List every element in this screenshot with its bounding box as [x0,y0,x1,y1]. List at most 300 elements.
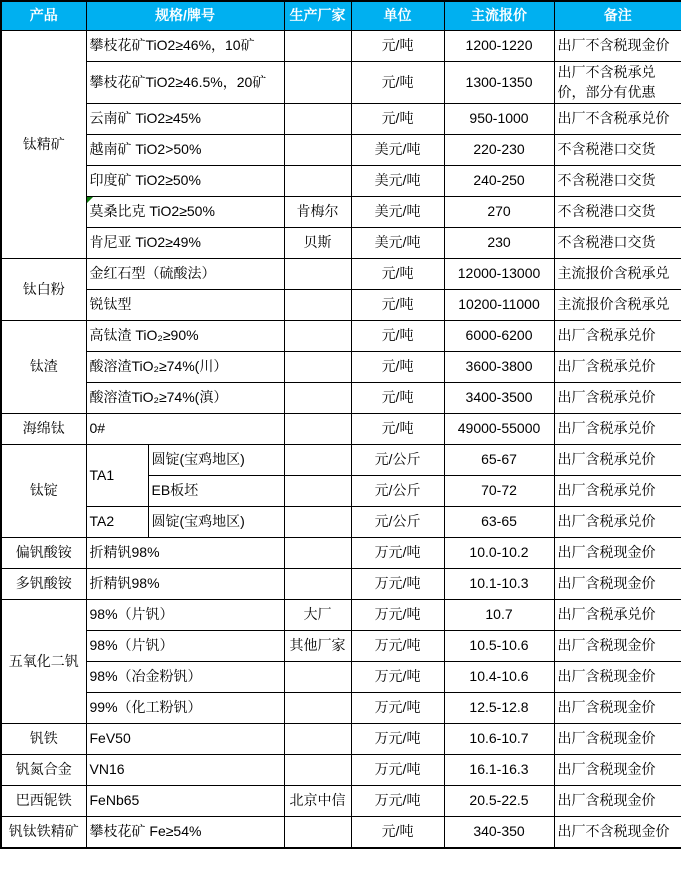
cell-spec-b [148,476,284,507]
cell-text: 海绵钛 [22,420,65,437]
comment-marker-icon [87,197,93,203]
cell-price [444,352,554,383]
cell-text: 出厂含税现金价 [557,668,656,685]
cell-note [554,197,681,228]
cell-text: 3400-3500 [465,389,533,406]
cell-mfr [284,693,351,724]
cell-mfr [284,817,351,849]
cell-text: 贝斯 [303,234,332,251]
cell-text: 莫桑比克 TiO2≥50% [89,203,215,220]
cell-text: 出厂含税承兑价 [557,482,656,499]
cell-text: 不含税港口交货 [557,203,656,220]
cell-unit [351,197,444,228]
cell-spec [86,755,284,786]
cell-text: 美元/吨 [374,172,421,189]
cell-text: 98%（冶金粉钒） [89,668,202,685]
cell-note [554,414,681,445]
cell-spec-a [86,445,148,507]
cell-note [554,166,681,197]
cell-text: FeV50 [89,730,131,747]
cell-text: 折精钒98% [89,544,160,561]
cell-unit [351,724,444,755]
cell-text: 49000-55000 [457,420,541,437]
cell-text: 出厂不含税承兑价 [557,110,670,127]
cell-text: 钛渣 [29,358,58,375]
table-row [1,724,681,755]
cell-text: 钒钛铁精矿 [8,823,79,840]
cell-spec [86,817,284,849]
cell-mfr [284,476,351,507]
cell-text: 圆锭(宝鸡地区) [151,513,245,530]
cell-spec [86,135,284,166]
cell-text: 16.1-16.3 [469,761,529,778]
cell-note [554,290,681,321]
cell-price [444,383,554,414]
cell-note [554,476,681,507]
cell-note [554,755,681,786]
table-row [1,662,681,693]
cell-text: 万元/吨 [374,637,421,654]
cell-mfr [284,569,351,600]
cell-product [1,321,86,414]
cell-price [444,259,554,290]
cell-mfr [284,290,351,321]
cell-text: 偏钒酸铵 [15,544,72,561]
cell-text: 美元/吨 [374,203,421,220]
cell-price [444,414,554,445]
cell-text: 折精钒98% [89,575,160,592]
table-row [1,290,681,321]
cell-mfr [284,259,351,290]
cell-text: 10.6-10.7 [469,730,529,747]
cell-unit [351,135,444,166]
cell-spec [86,724,284,755]
cell-note [554,228,681,259]
cell-spec [86,414,284,445]
cell-spec [86,321,284,352]
cell-price [444,166,554,197]
cell-spec [86,662,284,693]
cell-unit [351,228,444,259]
cell-mfr [284,724,351,755]
cell-text: 10.7 [485,606,513,623]
cell-text: 出厂不含税承兑价，部分有优惠 [557,64,656,100]
table-row [1,383,681,414]
cell-text: 950-1000 [469,110,529,127]
cell-unit [351,104,444,135]
cell-mfr [284,507,351,538]
cell-note [554,259,681,290]
cell-text: 北京中信 [289,792,346,809]
cell-price [444,228,554,259]
cell-text: 元/吨 [381,823,414,840]
cell-text: 63-65 [481,513,517,530]
cell-text: 出厂含税承兑价 [557,420,656,437]
cell-price [444,445,554,476]
cell-mfr [284,197,351,228]
cell-text: 五氧化二钒 [8,652,79,669]
cell-text: 元/吨 [381,265,414,282]
table-row [1,786,681,817]
cell-product [1,786,86,817]
cell-unit [351,631,444,662]
cell-text: 10200-11000 [458,296,540,313]
cell-text: 70-72 [481,482,517,499]
cell-unit [351,445,444,476]
cell-spec [86,569,284,600]
table-row [1,600,681,631]
cell-spec [86,62,284,104]
cell-text: 出厂含税现金价 [557,761,656,778]
cell-mfr [284,104,351,135]
table-row [1,197,681,228]
cell-text: 元/吨 [381,358,414,375]
table-row [1,538,681,569]
cell-text: 攀枝花矿TiO2≥46.5%，20矿 [89,73,267,90]
cell-text: 0# [89,420,106,437]
cell-text: 钛精矿 [22,135,65,152]
cell-spec-a [86,507,148,538]
cell-text: 10.5-10.6 [469,637,529,654]
cell-note [554,724,681,755]
cell-text: 美元/吨 [374,234,421,251]
cell-text: 元/吨 [381,37,414,54]
cell-text: 肯梅尔 [296,203,339,220]
cell-spec-b [148,445,284,476]
cell-text: 不含税港口交货 [557,172,656,189]
cell-text: 1300-1350 [465,73,533,90]
cell-text: 230 [487,234,511,251]
cell-mfr [284,31,351,62]
cell-price [444,135,554,166]
cell-text: 酸溶渣TiO₂≥74%(滇） [89,389,228,406]
cell-text: VN16 [89,761,125,778]
cell-text: 酸溶渣TiO₂≥74%(川） [89,358,228,375]
cell-unit [351,817,444,849]
cell-price [444,693,554,724]
cell-text: 出厂含税现金价 [557,637,656,654]
cell-price [444,755,554,786]
cell-spec [86,631,284,662]
cell-unit [351,693,444,724]
cell-text: 钛白粉 [22,280,65,297]
cell-unit [351,786,444,817]
cell-product [1,569,86,600]
cell-text: 元/吨 [381,389,414,406]
cell-mfr [284,62,351,104]
cell-text: 98%（片钒） [89,637,174,654]
cell-spec-b [148,507,284,538]
cell-price [444,104,554,135]
cell-note [554,631,681,662]
cell-text: 12000-13000 [457,265,541,282]
cell-text: 20.5-22.5 [469,792,529,809]
table-row [1,631,681,662]
cell-text: 不含税港口交货 [557,141,656,158]
cell-spec [86,197,284,228]
column-header-note: 备注 [554,1,681,31]
cell-text: 220-230 [473,141,525,158]
cell-spec [86,786,284,817]
cell-product [1,755,86,786]
column-header-product: 产品 [1,1,86,31]
cell-text: 出厂不含税现金价 [557,37,670,54]
cell-unit [351,166,444,197]
cell-note [554,662,681,693]
column-header-price: 主流报价 [444,1,554,31]
cell-text: 出厂不含税现金价 [557,823,670,840]
table-row [1,569,681,600]
cell-mfr [284,166,351,197]
cell-text: 万元/吨 [374,761,421,778]
cell-text: 万元/吨 [374,668,421,685]
cell-unit [351,31,444,62]
cell-unit [351,662,444,693]
cell-note [554,786,681,817]
table-row [1,507,681,538]
table-row [1,62,681,104]
cell-note [554,817,681,849]
table-row [1,693,681,724]
cell-text: 元/吨 [381,110,414,127]
cell-note [554,600,681,631]
table-row [1,31,681,62]
cell-text: 270 [487,203,511,220]
cell-text: 出厂含税现金价 [557,730,656,747]
table-row [1,259,681,290]
cell-text: 出厂含税承兑价 [557,451,656,468]
cell-text: 万元/吨 [374,792,421,809]
cell-text: 出厂含税承兑价 [557,389,656,406]
cell-text: 大厂 [303,606,332,623]
cell-note [554,135,681,166]
cell-text: 钛锭 [29,482,58,499]
cell-note [554,507,681,538]
cell-note [554,31,681,62]
cell-text: 3600-3800 [465,358,533,375]
cell-text: 出厂含税承兑价 [557,513,656,530]
cell-text: 高钛渣 TiO₂≥90% [89,327,199,344]
cell-price [444,662,554,693]
cell-text: TA1 [89,466,115,483]
table-row [1,135,681,166]
cell-text: 元/吨 [381,420,414,437]
cell-text: 元/公斤 [374,482,421,499]
cell-spec [86,290,284,321]
cell-mfr [284,662,351,693]
cell-text: 出厂含税承兑价 [557,358,656,375]
cell-spec [86,383,284,414]
table-row [1,104,681,135]
table-row [1,228,681,259]
cell-price [444,476,554,507]
cell-unit [351,600,444,631]
cell-mfr [284,445,351,476]
cell-text: 340-350 [473,823,525,840]
cell-spec [86,228,284,259]
cell-text: 10.4-10.6 [469,668,529,685]
cell-text: 钒氮合金 [15,761,72,778]
cell-spec [86,600,284,631]
cell-text: 10.0-10.2 [469,544,529,561]
table-row [1,321,681,352]
cell-price [444,786,554,817]
cell-price [444,197,554,228]
cell-spec [86,693,284,724]
cell-product [1,259,86,321]
cell-unit [351,755,444,786]
cell-text: 其他厂家 [289,637,346,654]
cell-text: FeNb65 [89,792,140,809]
cell-product [1,724,86,755]
column-header-unit: 单位 [351,1,444,31]
cell-text: 出厂含税现金价 [557,699,656,716]
cell-price [444,724,554,755]
cell-text: 元/吨 [381,73,414,90]
cell-text: 6000-6200 [465,327,533,344]
cell-unit [351,352,444,383]
cell-mfr [284,786,351,817]
cell-mfr [284,414,351,445]
cell-product [1,817,86,849]
cell-mfr [284,321,351,352]
cell-spec [86,31,284,62]
cell-note [554,445,681,476]
cell-text: 主流报价含税承兑 [557,265,670,282]
cell-text: 万元/吨 [374,575,421,592]
table-row [1,414,681,445]
cell-price [444,538,554,569]
cell-product [1,538,86,569]
cell-note [554,352,681,383]
table-row [1,755,681,786]
cell-mfr [284,631,351,662]
cell-text: 攀枝花矿 Fe≥54% [89,823,202,840]
cell-unit [351,321,444,352]
cell-spec [86,538,284,569]
cell-price [444,569,554,600]
cell-spec [86,259,284,290]
cell-text: 万元/吨 [374,699,421,716]
cell-mfr [284,755,351,786]
cell-note [554,538,681,569]
cell-unit [351,507,444,538]
cell-text: 元/公斤 [374,513,421,530]
cell-product [1,414,86,445]
cell-note [554,62,681,104]
cell-spec [86,104,284,135]
cell-text: 出厂含税现金价 [557,575,656,592]
cell-mfr [284,538,351,569]
cell-text: 元/公斤 [374,451,421,468]
cell-unit [351,538,444,569]
cell-text: 锐钛型 [89,296,132,313]
cell-text: 出厂含税现金价 [557,544,656,561]
cell-text: 美元/吨 [374,141,421,158]
cell-text: 越南矿 TiO2>50% [89,141,202,158]
cell-price [444,290,554,321]
cell-mfr [284,352,351,383]
cell-note [554,104,681,135]
cell-mfr [284,228,351,259]
cell-mfr [284,383,351,414]
cell-text: 98%（片钒） [89,606,174,623]
cell-text: 出厂含税现金价 [557,792,656,809]
cell-price [444,817,554,849]
cell-price [444,321,554,352]
cell-text: 10.1-10.3 [469,575,529,592]
cell-text: 元/吨 [381,327,414,344]
cell-unit [351,259,444,290]
table-row [1,352,681,383]
cell-note [554,569,681,600]
cell-text: 金红石型（硫酸法） [89,265,216,282]
cell-text: 万元/吨 [374,606,421,623]
cell-text: 印度矿 TiO2≥50% [89,172,201,189]
cell-price [444,62,554,104]
cell-spec [86,352,284,383]
cell-text: 出厂含税承兑价 [557,327,656,344]
cell-text: 肯尼亚 TiO2≥49% [89,234,201,251]
cell-product [1,31,86,259]
cell-text: 出厂含税承兑价 [557,606,656,623]
column-header-manufacturer: 生产厂家 [284,1,351,31]
cell-text: TA2 [89,513,115,530]
cell-mfr [284,135,351,166]
cell-text: 12.5-12.8 [469,699,529,716]
cell-price [444,507,554,538]
cell-text: 元/吨 [381,296,414,313]
cell-note [554,321,681,352]
cell-price [444,31,554,62]
cell-text: 不含税港口交货 [557,234,656,251]
table-row [1,445,681,476]
cell-note [554,383,681,414]
cell-mfr [284,600,351,631]
cell-text: 65-67 [481,451,517,468]
cell-text: 巴西铌铁 [15,792,72,809]
price-table-body [1,31,681,849]
cell-unit [351,290,444,321]
cell-text: EB板坯 [151,482,199,499]
cell-text: 多钒酸铵 [15,575,72,592]
cell-price [444,600,554,631]
column-header-spec: 规格/牌号 [86,1,284,31]
cell-unit [351,62,444,104]
cell-note [554,693,681,724]
cell-product [1,600,86,724]
cell-text: 1200-1220 [465,37,533,54]
cell-text: 万元/吨 [374,544,421,561]
cell-unit [351,476,444,507]
cell-unit [351,569,444,600]
cell-text: 240-250 [473,172,525,189]
table-row [1,166,681,197]
table-row [1,817,681,849]
cell-text: 攀枝花矿TiO2≥46%，10矿 [89,37,255,54]
cell-text: 万元/吨 [374,730,421,747]
cell-unit [351,414,444,445]
cell-text: 主流报价含税承兑 [557,296,670,313]
cell-product [1,445,86,538]
cell-text: 99%（化工粉钒） [89,699,202,716]
cell-unit [351,383,444,414]
cell-text: 圆锭(宝鸡地区) [151,451,245,468]
table-header-row [1,1,681,31]
cell-price [444,631,554,662]
cell-text: 钒铁 [29,730,58,747]
cell-text: 云南矿 TiO2≥45% [89,110,201,127]
